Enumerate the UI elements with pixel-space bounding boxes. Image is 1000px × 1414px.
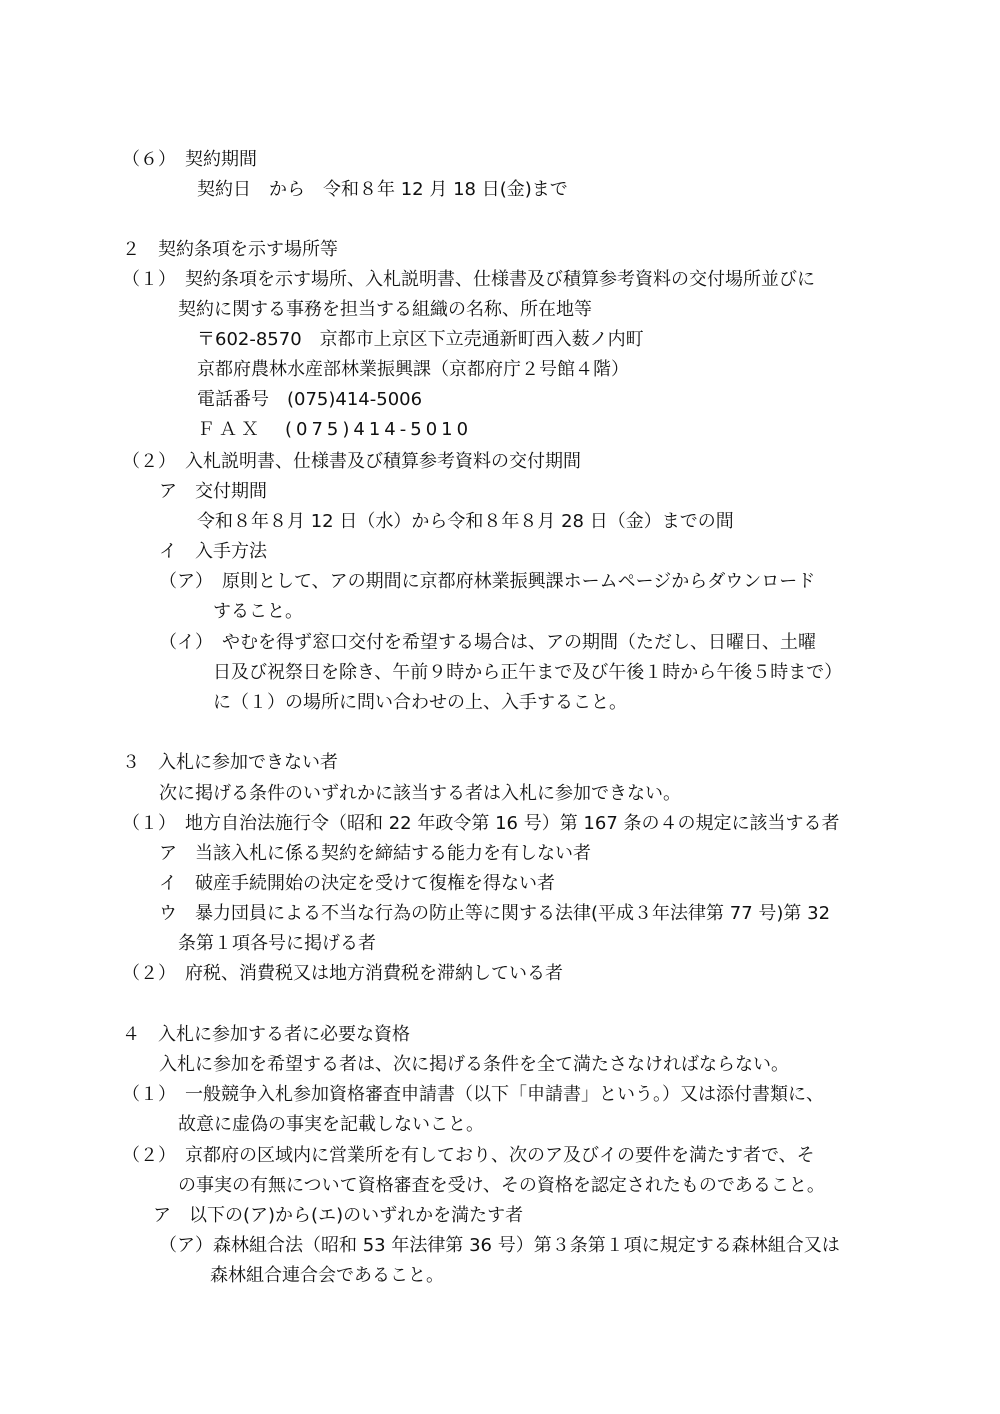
method-a-text: （ア） 原則として、アの期間に京都府林業振興課ホームページからダウンロード [159,571,816,592]
item-2-2-text: （２） 入札説明書、仕様書及び積算参考資料の交付期間 [122,451,581,472]
method-b-text: （イ） やむを得ず窓口交付を希望する場合は、アの期間（ただし、日曜日、土曜 [159,632,816,653]
item-6-heading: （６） 契約期間 [122,149,257,170]
phone-line: 電話番号 (075)414-5006 [197,389,423,410]
item-4-2-a-heading: ア 以下の(ア)から(エ)のいずれかを満たす者 [153,1205,524,1226]
item-3-1-text: （１） 地方自治法施行令（昭和 22 年政令第 16 号）第 167 条の４の規定に該当する者 [122,813,840,834]
section-3-heading: ３ 入札に参加できない者 [122,752,338,773]
item-4-1-text: （１） 一般競争入札参加資格審査申請書（以下「申請書」という。）又は添付書類に、 [122,1084,824,1105]
item-3-1-u-text-cont: 条第１項各号に掲げる者 [178,933,376,954]
method-b-text-cont-1: 日及び祝祭日を除き、午前９時から正午まで及び午後１時から午後５時まで） [213,662,843,683]
item-3-2-text: （２） 府税、消費税又は地方消費税を滞納している者 [122,963,563,984]
item-4-1-text-cont: 故意に虚偽の事実を記載しないこと。 [178,1114,484,1135]
contract-period-text: 契約日 から 令和８年 12 月 18 日(金)まで [197,179,568,200]
fax-line: ＦＡＸ (075)414-5010 [197,419,473,440]
item-3-1-i-text: イ 破産手続開始の決定を受けて復権を得ない者 [159,873,555,894]
address-line: 〒602-8570 京都市上京区下立売通新町西入薮ノ内町 [197,329,644,350]
item-2-2-a-heading: ア 交付期間 [159,481,267,502]
item-4-2-a-1-text-cont: 森林組合連合会であること。 [210,1265,444,1286]
item-2-1-text: （１） 契約条項を示す場所、入札説明書、仕様書及び積算参考資料の交付場所並びに [122,269,815,290]
distribution-period-text: 令和８年８月 12 日（水）から令和８年８月 28 日（金）までの間 [197,511,734,532]
section-4-intro: 入札に参加を希望する者は、次に掲げる条件を全て満たさなければならない。 [159,1054,789,1075]
item-3-1-a-text: ア 当該入札に係る契約を締結する能力を有しない者 [159,843,591,864]
item-2-1-text-cont: 契約に関する事務を担当する組織の名称、所在地等 [178,299,592,320]
section-2-heading: ２ 契約条項を示す場所等 [122,239,338,260]
department-line: 京都府農林水産部林業振興課（京都府庁２号館４階） [197,359,629,380]
item-4-2-text: （２） 京都府の区域内に営業所を有しており、次のア及びイの要件を満たす者で、そ [122,1145,815,1166]
section-3-intro: 次に掲げる条件のいずれかに該当する者は入札に参加できない。 [159,783,681,804]
item-3-1-u-text: ウ 暴力団員による不当な行為の防止等に関する法律(平成３年法律第 77 号)第 32 [159,903,831,924]
item-4-2-text-cont: の事実の有無について資格審査を受け、その資格を認定されたものであること。 [178,1175,825,1196]
section-4-heading: ４ 入札に参加する者に必要な資格 [122,1024,410,1045]
method-a-text-cont: すること。 [213,601,303,622]
method-b-text-cont-2: に（１）の場所に問い合わせの上、入手すること。 [213,692,627,713]
item-4-2-a-1-text: （ア）森林組合法（昭和 53 年法律第 36 号）第３条第１項に規定する森林組合又は [159,1235,840,1256]
item-2-2-i-heading: イ 入手方法 [159,541,267,562]
